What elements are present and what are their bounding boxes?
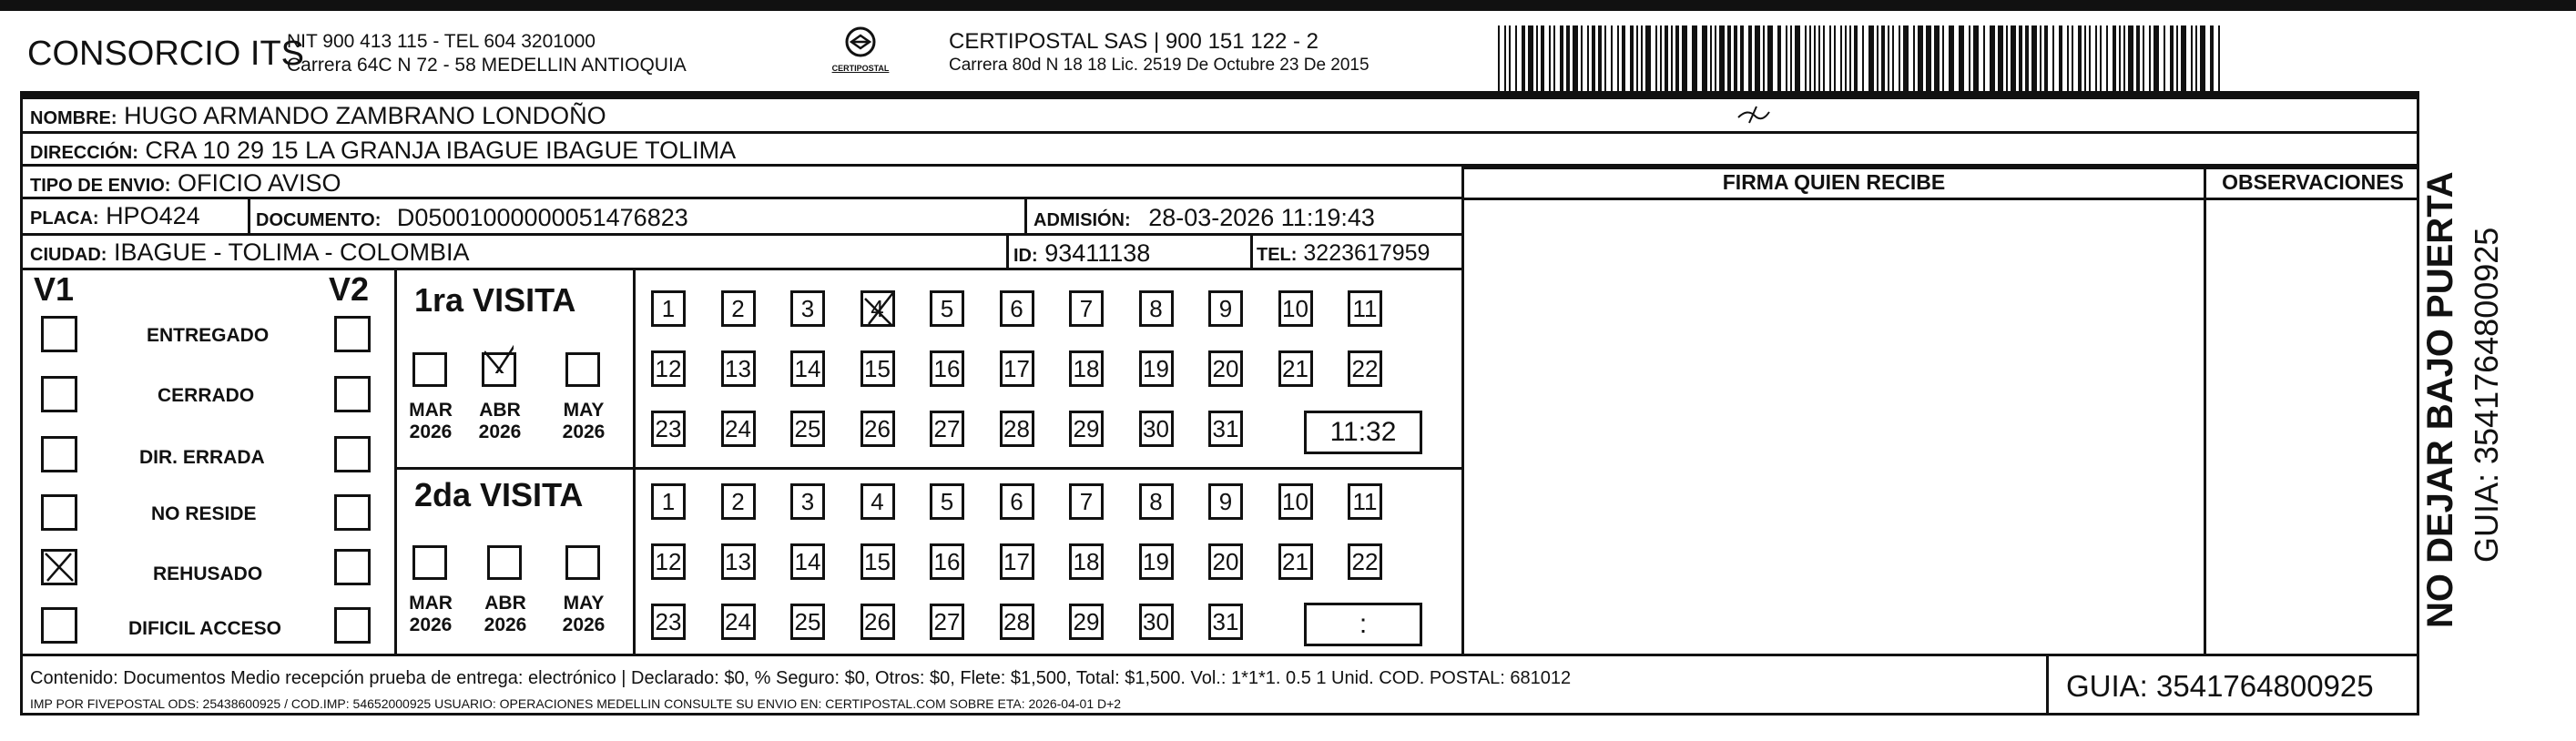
- v2-checkbox-cerrado[interactable]: [334, 376, 371, 412]
- month-label: MAR: [409, 593, 453, 614]
- firma-title: FIRMA QUIEN RECIBE: [1722, 170, 1946, 194]
- barcode-bar: [1881, 25, 1885, 91]
- side-guia: GUIA: 3541764800925: [2468, 227, 2505, 563]
- first-visit-day-19[interactable]: 19: [1139, 350, 1174, 387]
- barcode-bar: [2044, 25, 2048, 91]
- barcode-bar: [2078, 25, 2082, 91]
- tel-label: TEL:: [1257, 245, 1298, 265]
- barcode-bar: [1692, 25, 1697, 91]
- imp-text: IMP POR FIVEPOSTAL ODS: 25438600925 / COD.IMP: 54652000925 USUARIO: OPERACIONES MEDELLIN CONSULTE SU ENVIO EN: CERTIPOSTAL.COM SOBRE ETA: 2026-04-01 D+2: [30, 696, 1122, 711]
- v1-checkbox-dificil-acceso[interactable]: [41, 607, 77, 644]
- second-visit-abr-checkbox[interactable]: [487, 545, 522, 580]
- company-name: CONSORCIO ITS: [27, 35, 305, 73]
- first-visit-day-4[interactable]: 4: [860, 290, 895, 327]
- visit-days-divider: [633, 270, 636, 654]
- barcode-bar: [1611, 25, 1613, 91]
- barcode-bar: [2123, 25, 2125, 91]
- barcode-bar: [1727, 25, 1731, 91]
- v2-checkbox-entregado[interactable]: [334, 316, 371, 352]
- admision-cell: [1033, 201, 1375, 237]
- second-visit-day-3[interactable]: 3: [790, 483, 825, 520]
- placa-label: PLACA:: [30, 208, 99, 228]
- first-visit-day-23[interactable]: 23: [651, 411, 686, 447]
- v1-checkbox-cerrado[interactable]: [41, 376, 77, 412]
- barcode-bar: [1818, 25, 1820, 91]
- first-visit-day-9[interactable]: 9: [1208, 290, 1243, 327]
- barcode-bar: [2191, 25, 2193, 91]
- barcode-bar: [1834, 25, 1836, 91]
- month-label: MAR: [409, 400, 453, 421]
- second-visit-day-17[interactable]: 17: [1000, 543, 1034, 580]
- barcode-bar: [2084, 25, 2086, 91]
- tipo-value: OFICIO AVISO: [177, 169, 341, 197]
- first-visit-day-27[interactable]: 27: [930, 411, 964, 447]
- barcode-bar: [1805, 25, 1807, 91]
- barcode-bar: [2040, 25, 2041, 91]
- barcode-bar: [1786, 25, 1787, 91]
- status-entregado: ENTREGADO: [147, 325, 270, 346]
- first-visit-day-26[interactable]: 26: [860, 411, 895, 447]
- barcode-bar: [2143, 25, 2144, 91]
- direccion-value: CRA 10 29 15 LA GRANJA IBAGUE IBAGUE TOLIMA: [145, 137, 737, 164]
- barcode-bar: [2200, 25, 2205, 91]
- first-visit-day-16[interactable]: 16: [930, 350, 964, 387]
- second-visit-day-14[interactable]: 14: [790, 543, 825, 580]
- barcode-bar: [1829, 25, 1831, 91]
- tel-cell: [1257, 237, 1430, 271]
- footer-guia: GUIA: 3541764800925: [2066, 669, 2374, 703]
- barcode-bar: [1665, 25, 1668, 91]
- barcode-bar: [2025, 25, 2029, 91]
- barcode-bar: [1959, 25, 1964, 91]
- barcode-bar: [2011, 25, 2016, 91]
- barcode-bar: [1592, 25, 1595, 91]
- barcode-bar: [2136, 25, 2140, 91]
- first-visit-day-11[interactable]: 11: [1348, 290, 1382, 327]
- barcode-bar: [1795, 25, 1800, 91]
- company-address: Carrera 64C N 72 - 58 MEDELLIN ANTIOQUIA: [287, 55, 687, 76]
- barcode-bar: [2195, 25, 2197, 91]
- barcode-bar: [2170, 25, 2174, 91]
- barcode-bar: [1504, 25, 1506, 91]
- second-visit-day-21[interactable]: 21: [1278, 543, 1313, 580]
- id-cell: [1013, 237, 1150, 272]
- v1-checkbox-no-reside[interactable]: [41, 494, 77, 531]
- first-visit-day-8[interactable]: 8: [1139, 290, 1174, 327]
- barcode-bar: [1630, 25, 1634, 91]
- direccion-row: [23, 134, 2417, 167]
- second-visit-month-abr: [480, 593, 531, 636]
- nombre-row: [23, 99, 2417, 134]
- second-visit-day-27[interactable]: 27: [930, 604, 964, 640]
- barcode-bar: [1969, 25, 1970, 91]
- first-visit-day-18[interactable]: 18: [1069, 350, 1104, 387]
- company-info: [287, 30, 687, 77]
- barcode-bar: [2181, 25, 2186, 91]
- logo-icon: [836, 24, 885, 64]
- barcode-bar: [1903, 25, 1909, 91]
- first-visit-day-12[interactable]: 12: [651, 350, 686, 387]
- status-dir-errada: DIR. ERRADA: [139, 447, 265, 468]
- barcode-bar: [2106, 25, 2108, 91]
- year-label: 2026: [409, 421, 453, 442]
- barcode-bar: [1854, 25, 1858, 91]
- barcode-bar: [2153, 25, 2159, 91]
- documento-value: D05001000000051476823: [396, 204, 688, 231]
- barcode-bar: [1682, 25, 1687, 91]
- right-panel-top: [1461, 167, 2419, 169]
- status-no-reside: NO RESIDE: [151, 503, 257, 524]
- v1-checkbox-dir-errada[interactable]: [41, 436, 77, 472]
- second-visit-day-7[interactable]: 7: [1069, 483, 1104, 520]
- guia-divider: [2046, 654, 2049, 716]
- documento-cell: [256, 201, 688, 237]
- v1-label: V1: [34, 270, 75, 308]
- barcode-bar: [2128, 25, 2133, 91]
- logo-text: CERTIPOSTAL: [831, 64, 890, 73]
- contenido-text: Contenido: Documentos Medio recepción prueba de entrega: electrónico | Declarado: $0, % Seguro: $0, Otros: $0, Flete: $1,500, Total: $1,500. Vol.: 1*1*1. 0.5 1 Unid. COD. POSTAL: 681012: [30, 668, 1572, 688]
- tel-divider: [1250, 236, 1253, 270]
- checkmark-icon: [44, 552, 75, 583]
- barcode-bar: [1763, 25, 1765, 91]
- second-visit-day-1[interactable]: 1: [651, 483, 686, 520]
- barcode-bar: [2006, 25, 2008, 91]
- first-visit-day-22[interactable]: 22: [1348, 350, 1382, 387]
- v2-checkbox-dificil-acceso[interactable]: [334, 607, 371, 644]
- first-visit-day-31[interactable]: 31: [1208, 411, 1243, 447]
- barcode-bar: [2072, 25, 2073, 91]
- second-visit-day-16[interactable]: 16: [930, 543, 964, 580]
- first-visit-day-7[interactable]: 7: [1069, 290, 1104, 327]
- second-visit-day-20[interactable]: 20: [1208, 543, 1243, 580]
- month-label: ABR: [484, 593, 526, 614]
- barcode-bar: [2164, 25, 2165, 91]
- barcode-bar: [2119, 25, 2121, 91]
- observaciones-border: [2204, 167, 2206, 654]
- barcode-bar: [1553, 25, 1555, 91]
- second-visit-day-30[interactable]: 30: [1139, 604, 1174, 640]
- barcode-bar: [1790, 25, 1792, 91]
- v2-checkbox-dir-errada[interactable]: [334, 436, 371, 472]
- barcode-bar: [1710, 25, 1712, 91]
- footer-top-line: [23, 654, 2419, 656]
- first-visit-month-mar: [405, 400, 456, 443]
- admision-label: ADMISIÓN:: [1033, 210, 1131, 230]
- first-visit-day-25[interactable]: 25: [790, 411, 825, 447]
- first-visit-day-24[interactable]: 24: [721, 411, 756, 447]
- second-visit-day-13[interactable]: 13: [721, 543, 756, 580]
- visit-separator: [394, 467, 1461, 470]
- v2-checkbox-rehusado[interactable]: [334, 549, 371, 585]
- first-visit-day-17[interactable]: 17: [1000, 350, 1034, 387]
- certipostal-name: CERTIPOSTAL SAS | 900 151 122 - 2: [949, 29, 1319, 54]
- barcode-bar: [1990, 25, 1995, 91]
- barcode-bar: [1926, 25, 1931, 91]
- top-border: [0, 0, 2576, 11]
- barcode-bar: [2067, 25, 2069, 91]
- v1-checkbox-rehusado[interactable]: [41, 549, 77, 585]
- v2-checkbox-no-reside[interactable]: [334, 494, 371, 531]
- month-label: MAY: [563, 593, 605, 614]
- barcode-bar: [2031, 25, 2037, 91]
- barcode-bar: [1918, 25, 1923, 91]
- barcode-bar: [1636, 25, 1638, 91]
- barcode-bar: [1622, 25, 1625, 91]
- second-visit-day-11[interactable]: 11: [1348, 483, 1382, 520]
- barcode-bar: [1840, 25, 1842, 91]
- barcode-bar: [1604, 25, 1606, 91]
- second-visit-day-19[interactable]: 19: [1139, 543, 1174, 580]
- barcode-bar: [1645, 25, 1651, 91]
- barcode: [1498, 25, 2226, 91]
- placa-divider: [248, 199, 250, 236]
- barcode-bar: [1740, 25, 1744, 91]
- nombre-value: HUGO ARMANDO ZAMBRANO LONDOÑO: [124, 102, 606, 129]
- first-visit-day-3[interactable]: 3: [790, 290, 825, 327]
- status-visit-divider: [394, 270, 397, 654]
- barcode-bar: [2089, 25, 2091, 91]
- id-value: 93411138: [1044, 239, 1151, 267]
- id-label: ID:: [1013, 246, 1038, 266]
- year-label: 2026: [409, 614, 453, 635]
- barcode-bar: [2095, 25, 2097, 91]
- barcode-bar: [1877, 25, 1879, 91]
- barcode-bar: [1899, 25, 1900, 91]
- ciudad-row: [23, 236, 1461, 270]
- barcode-bar: [2113, 25, 2116, 91]
- year-label: 2026: [562, 614, 606, 635]
- barcode-bar: [1809, 25, 1811, 91]
- first-visit-day-21[interactable]: 21: [1278, 350, 1313, 387]
- checkmark-icon: [861, 289, 898, 330]
- no-dejar-bajo-puerta: NO DEJAR BAJO PUERTA: [2420, 171, 2460, 628]
- second-visit-day-4[interactable]: 4: [860, 483, 895, 520]
- ciudad-value: IBAGUE - TOLIMA - COLOMBIA: [113, 239, 470, 266]
- barcode-bar: [1973, 25, 1979, 91]
- barcode-bar: [2059, 25, 2062, 91]
- second-visit-day-10[interactable]: 10: [1278, 483, 1313, 520]
- barcode-bar: [1983, 25, 1985, 91]
- barcode-bar: [2218, 25, 2220, 91]
- barcode-bar: [2019, 25, 2022, 91]
- barcode-bar: [1671, 25, 1673, 91]
- barcode-bar: [1660, 25, 1662, 91]
- ciudad-label: CIUDAD:: [30, 245, 107, 265]
- first-visit-day-2[interactable]: 2: [721, 290, 756, 327]
- barcode-bar: [1767, 25, 1773, 91]
- barcode-bar: [1566, 25, 1570, 91]
- checkmark-icon: [484, 344, 514, 373]
- barcode-bar: [1573, 25, 1578, 91]
- barcode-bar: [2176, 25, 2178, 91]
- second-visit-time[interactable]: :: [1304, 603, 1422, 646]
- first-visit-day-13[interactable]: 13: [721, 350, 756, 387]
- admision-value: 28-03-2026 11:19:43: [1148, 204, 1375, 231]
- barcode-bar: [1849, 25, 1851, 91]
- month-label: MAY: [563, 400, 605, 421]
- barcode-bar: [1528, 25, 1533, 91]
- barcode-bar: [1536, 25, 1538, 91]
- first-visit-day-29[interactable]: 29: [1069, 411, 1104, 447]
- tel-value: 3223617959: [1303, 240, 1431, 266]
- second-visit-day-2[interactable]: 2: [721, 483, 756, 520]
- barcode-bar: [1942, 25, 1944, 91]
- status-cerrado: CERRADO: [158, 385, 255, 406]
- year-label: 2026: [478, 421, 522, 442]
- nombre-label: NOMBRE:: [30, 108, 117, 128]
- barcode-bar: [1715, 25, 1716, 91]
- barcode-bar: [1675, 25, 1679, 91]
- barcode-bar: [1755, 25, 1760, 91]
- second-visit-day-12[interactable]: 12: [651, 543, 686, 580]
- right-panel-header-line: [1461, 198, 2419, 200]
- barcode-bar: [1934, 25, 1940, 91]
- firma-left-border: [1461, 167, 1464, 654]
- barcode-bar: [1598, 25, 1602, 91]
- first-visit-day-15[interactable]: 15: [860, 350, 895, 387]
- admision-divider: [1024, 199, 1027, 236]
- documento-label: DOCUMENTO:: [256, 210, 382, 230]
- barcode-bar: [2149, 25, 2151, 91]
- tipo-row: [23, 167, 1461, 199]
- barcode-bar: [1862, 25, 1864, 91]
- barcode-bar: [1823, 25, 1825, 91]
- second-visit-month-mar: [405, 593, 456, 636]
- second-visit-day-15[interactable]: 15: [860, 543, 895, 580]
- observaciones-title: OBSERVACIONES: [2222, 170, 2404, 194]
- year-label: 2026: [562, 421, 606, 442]
- barcode-bar: [1998, 25, 2003, 91]
- barcode-bar: [1515, 25, 1517, 91]
- second-visit-day-28[interactable]: 28: [1000, 604, 1034, 640]
- barcode-bar: [2052, 25, 2054, 91]
- second-visit-day-8[interactable]: 8: [1139, 483, 1174, 520]
- delivery-form: [20, 96, 2419, 716]
- second-visit-day-24[interactable]: 24: [721, 604, 756, 640]
- v2-label: V2: [329, 270, 370, 308]
- barcode-bar: [1845, 25, 1847, 91]
- first-visit-month-abr: [474, 400, 525, 443]
- certipostal-info: [949, 30, 1369, 77]
- barcode-bar: [1734, 25, 1737, 91]
- first-visit-may-checkbox[interactable]: [565, 352, 600, 387]
- second-visit-may-checkbox[interactable]: [565, 545, 600, 580]
- first-visit-title: 1ra VISITA: [414, 281, 576, 319]
- direccion-label: DIRECCIÓN:: [30, 143, 138, 163]
- first-visit-mar-checkbox[interactable]: [412, 352, 447, 387]
- second-visit-day-31[interactable]: 31: [1208, 604, 1243, 640]
- second-visit-day-23[interactable]: 23: [651, 604, 686, 640]
- first-visit-day-30[interactable]: 30: [1139, 411, 1174, 447]
- status-rehusado: REHUSADO: [153, 563, 263, 584]
- first-visit-time[interactable]: 11:32: [1304, 411, 1422, 454]
- barcode-bar: [1888, 25, 1889, 91]
- second-visit-day-9[interactable]: 9: [1208, 483, 1243, 520]
- nit-line: NIT 900 413 115 - TEL 604 3201000: [287, 31, 596, 52]
- barcode-bar: [1777, 25, 1781, 91]
- month-label: ABR: [479, 400, 521, 421]
- second-visit-day-6[interactable]: 6: [1000, 483, 1034, 520]
- first-visit-day-1[interactable]: 1: [651, 290, 686, 327]
- first-visit-day-14[interactable]: 14: [790, 350, 825, 387]
- barcode-bar: [1560, 25, 1563, 91]
- first-visit-month-may: [558, 400, 609, 443]
- barcode-bar: [1814, 25, 1816, 91]
- year-label: 2026: [484, 614, 527, 635]
- barcode-bar: [1949, 25, 1954, 91]
- barcode-bar: [1748, 25, 1752, 91]
- barcode-bar: [1641, 25, 1643, 91]
- second-visit-mar-checkbox[interactable]: [412, 545, 447, 580]
- barcode-bar: [1702, 25, 1707, 91]
- v1-checkbox-entregado[interactable]: [41, 316, 77, 352]
- first-visit-day-10[interactable]: 10: [1278, 290, 1313, 327]
- barcode-bar: [1509, 25, 1511, 91]
- first-visit-day-5[interactable]: 5: [930, 290, 964, 327]
- first-visit-abr-checkbox[interactable]: [482, 352, 516, 387]
- barcode-bar: [1913, 25, 1915, 91]
- second-visit-month-may: [558, 593, 609, 636]
- second-visit-title: 2da VISITA: [414, 476, 584, 513]
- barcode-bar: [1892, 25, 1894, 91]
- certipostal-address: Carrera 80d N 18 18 Lic. 2519 De Octubre 23 De 2015: [949, 56, 1369, 75]
- barcode-bar: [1549, 25, 1551, 91]
- second-visit-day-25[interactable]: 25: [790, 604, 825, 640]
- barcode-bar: [1581, 25, 1583, 91]
- barcode-bar: [1868, 25, 1874, 91]
- second-visit-day-22[interactable]: 22: [1348, 543, 1382, 580]
- barcode-bar: [1522, 25, 1525, 91]
- second-visit-day-5[interactable]: 5: [930, 483, 964, 520]
- barcode-bar: [1617, 25, 1619, 91]
- certipostal-logo: [810, 24, 911, 87]
- first-visit-day-28[interactable]: 28: [1000, 411, 1034, 447]
- second-visit-day-18[interactable]: 18: [1069, 543, 1104, 580]
- barcode-bar: [1541, 25, 1544, 91]
- barcode-bar: [1719, 25, 1725, 91]
- first-visit-day-6[interactable]: 6: [1000, 290, 1034, 327]
- barcode-bar: [1587, 25, 1589, 91]
- placa-value: HPO424: [106, 202, 200, 229]
- second-visit-day-29[interactable]: 29: [1069, 604, 1104, 640]
- tipo-label: TIPO DE ENVIO:: [30, 176, 171, 196]
- barcode-bar: [1498, 25, 1500, 91]
- first-visit-day-20[interactable]: 20: [1208, 350, 1243, 387]
- id-divider: [1006, 236, 1009, 270]
- status-dificil-acceso: DIFICIL ACCESO: [128, 618, 282, 639]
- second-visit-day-26[interactable]: 26: [860, 604, 895, 640]
- barcode-bar: [2210, 25, 2214, 91]
- barcode-bar: [1655, 25, 1657, 91]
- barcode-bar: [2100, 25, 2102, 91]
